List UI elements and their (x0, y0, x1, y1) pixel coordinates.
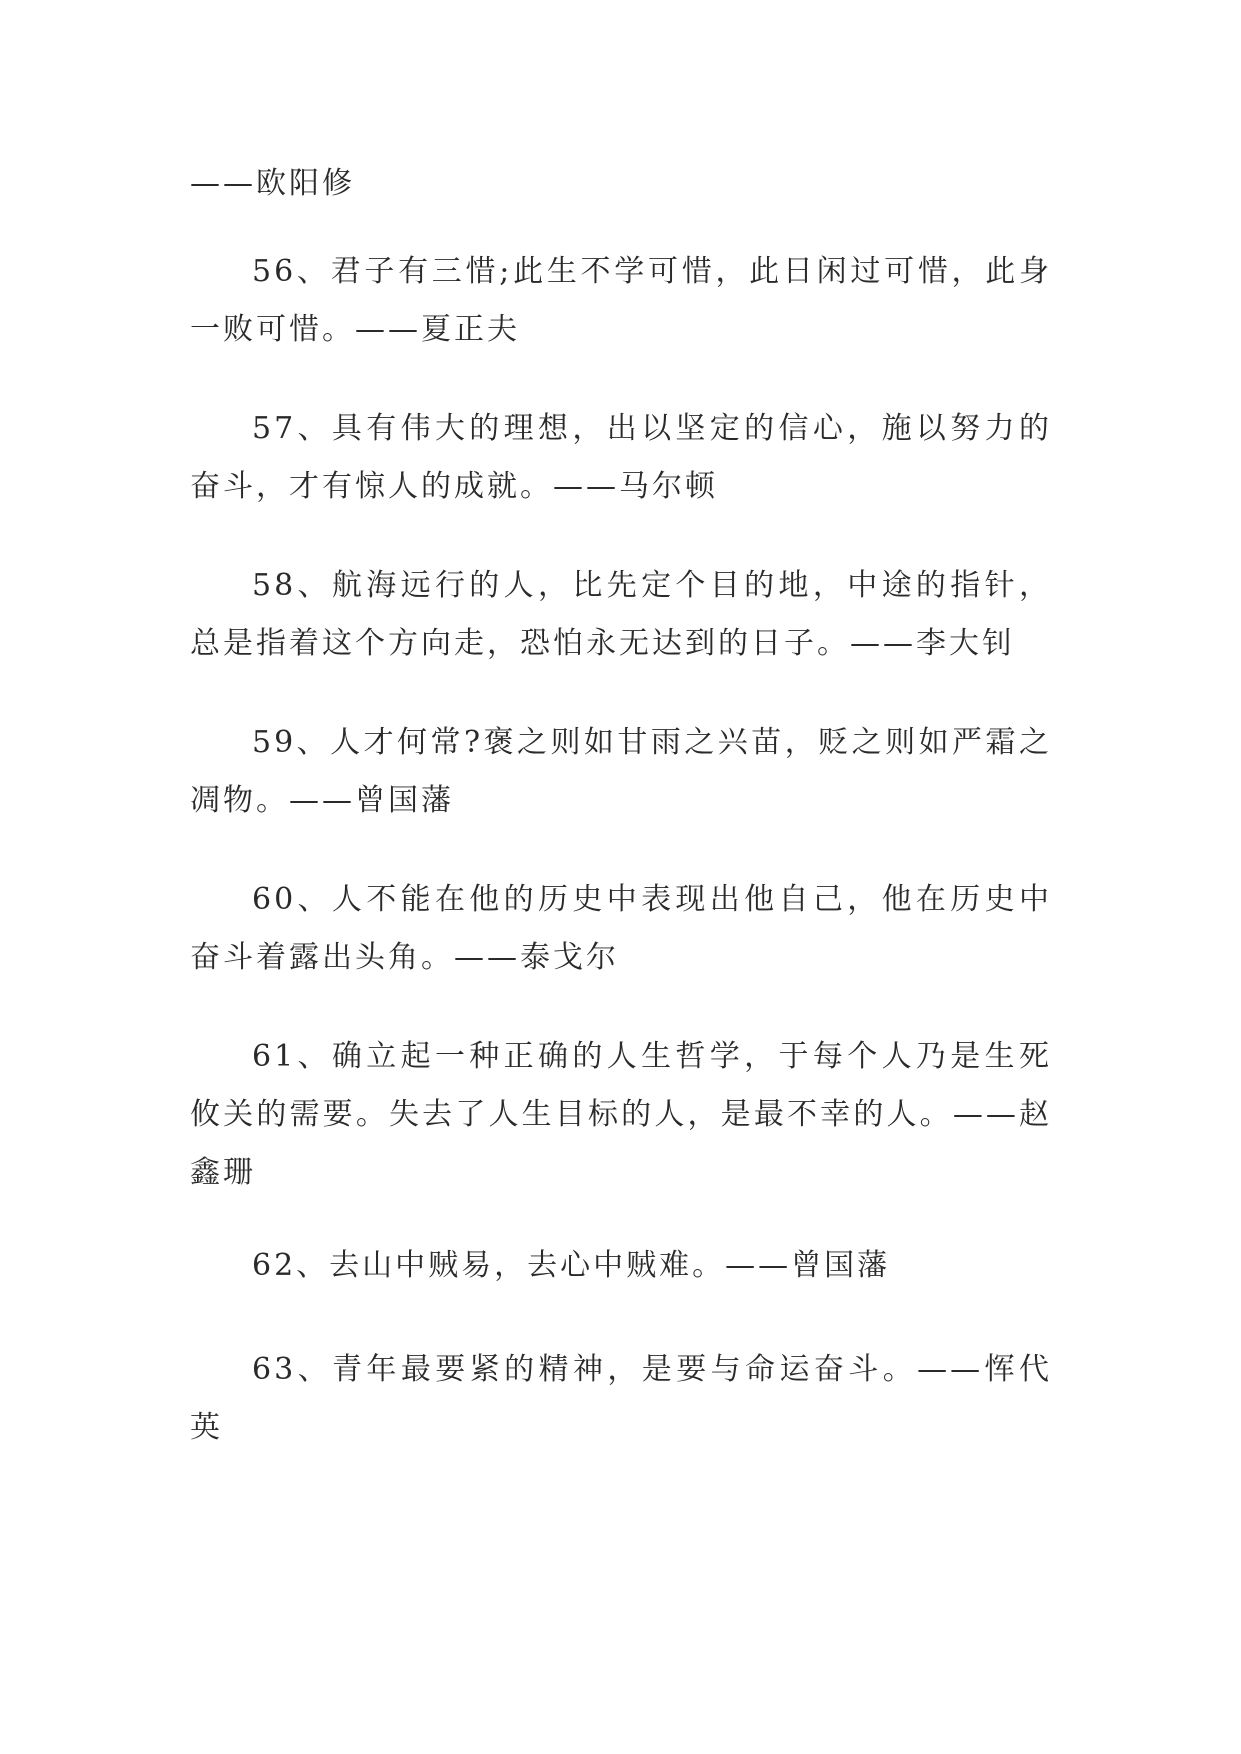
quote-56: 56、君子有三惜;此生不学可惜，此日闲过可惜，此身一败可惜。——夏正夫 (190, 254, 1052, 347)
quote-attribution-continued: ——欧阳修 (190, 166, 355, 201)
quote-57: 57、具有伟大的理想，出以坚定的信心，施以努力的奋斗，才有惊人的成就。——马尔顿 (190, 411, 1052, 504)
quote-58: 58、航海远行的人，比先定个目的地，中途的指针，总是指着这个方向走，恐怕永无达到的日子。——李大钊 (190, 568, 1052, 661)
quote-59: 59、人才何常?褒之则如甘雨之兴苗，贬之则如严霜之凋物。——曾国藩 (190, 725, 1052, 818)
quote-62: 62、去山中贼易，去心中贼难。——曾国藩 (252, 1248, 891, 1283)
quote-60: 60、人不能在他的历史中表现出他自己，他在历史中奋斗着露出头角。——泰戈尔 (190, 882, 1052, 975)
quote-61: 61、确立起一种正确的人生哲学，于每个人乃是生死攸关的需要。失去了人生目标的人，是最不幸的人。——赵鑫珊 (190, 1039, 1052, 1190)
quote-63: 63、青年最要紧的精神，是要与命运奋斗。——恽代英 (190, 1352, 1052, 1445)
